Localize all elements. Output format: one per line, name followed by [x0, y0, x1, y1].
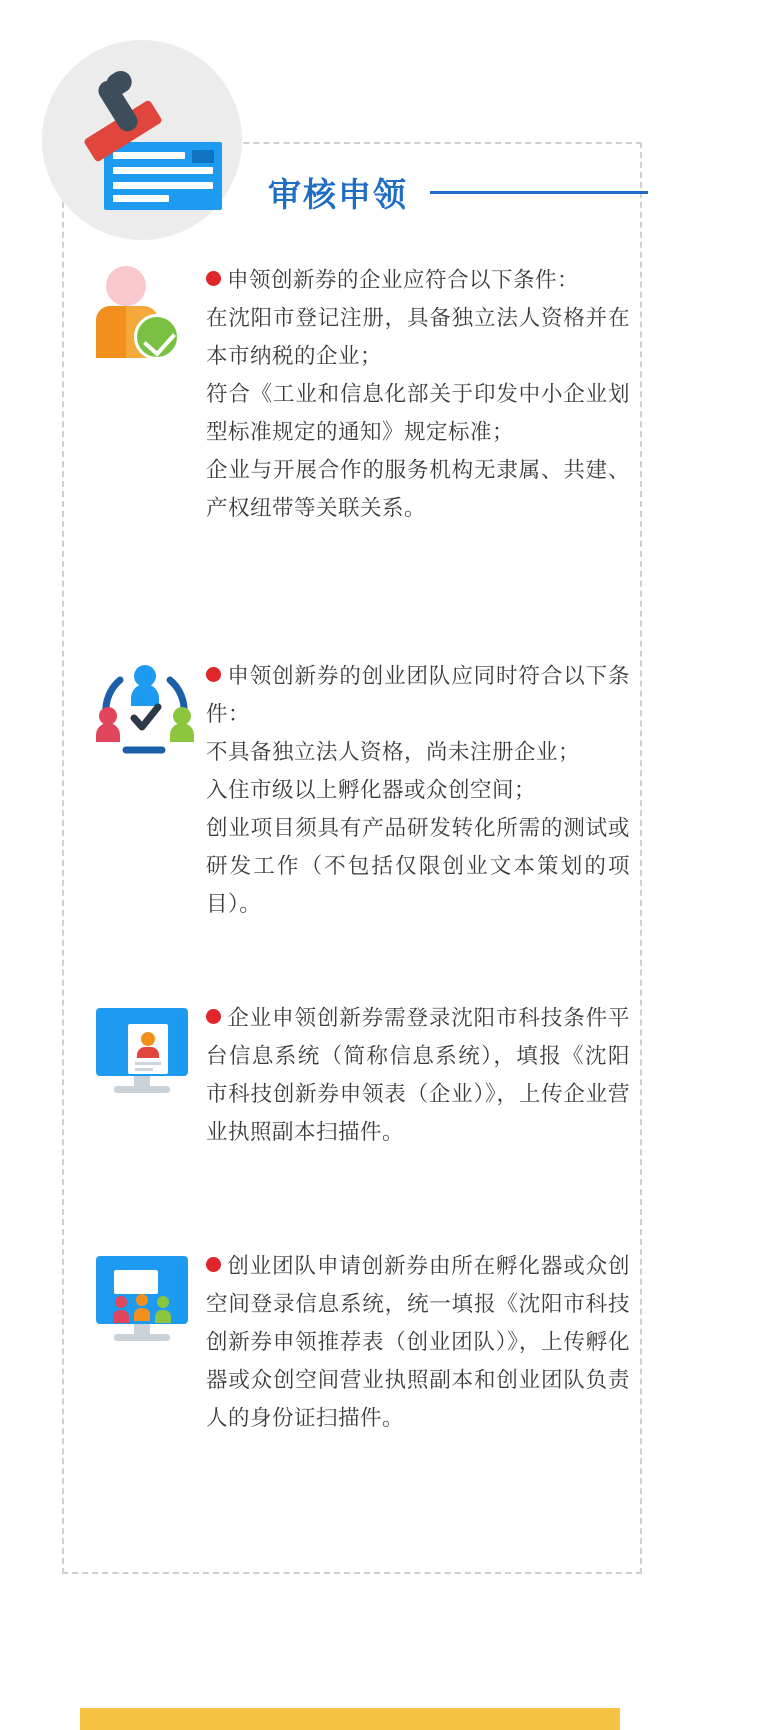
monitor-stand-neck	[134, 1324, 150, 1334]
paragraph	[206, 262, 630, 300]
document-shape	[128, 1024, 168, 1074]
section-heading	[268, 168, 648, 216]
card-line	[113, 182, 213, 189]
paragraph: 符合《工业和信息化部关于印发中小企业划型标准规定的通知》规定标准；	[206, 382, 630, 445]
paragraph: 创业项目须具有产品研发转化所需的测试或研发工作（不包括仅限创业文本策划的项目）。	[206, 816, 630, 917]
red-bullet-icon	[206, 667, 221, 682]
paragraph: 不具备独立法人资格，尚未注册企业；	[206, 740, 581, 765]
team-member-shape	[156, 1296, 170, 1323]
paragraph-text: 申领创新券的企业应符合以下条件：	[227, 268, 580, 293]
paragraph: 企业与开展合作的服务机构无隶属、共建、产权纽带等关联关系。	[206, 458, 630, 521]
bottom-accent-bar	[80, 1708, 620, 1730]
monitor-screen-shape	[96, 1008, 188, 1076]
document-avatar-body	[137, 1047, 159, 1058]
section-text-block	[200, 1000, 630, 1152]
content-section	[90, 1248, 630, 1438]
monitor-stand-neck	[134, 1076, 150, 1086]
document-line	[135, 1062, 161, 1065]
stamp-icon	[62, 70, 232, 210]
paragraph-text: 创业团队申请创新券由所在孵化器或众创空间登录信息系统，统一填报《沈阳市科技创新券申领推荐表（创业团队）》，上传孵化器或众创空间营业执照副本和创业团队负责人的身份证扫描件。	[206, 1254, 630, 1431]
section-text-block	[200, 658, 630, 924]
heading-divider-line	[430, 191, 648, 194]
red-bullet-icon	[206, 271, 221, 286]
paragraph-text: 企业申领创新券需登录沈阳市科技条件平台信息系统（简称信息系统），填报《沈阳市科技创新券申领表（企业）》，上传企业营业执照副本扫描件。	[206, 1006, 630, 1145]
page-title: 审核申领	[268, 174, 408, 214]
content-section	[90, 1000, 630, 1152]
presentation-board-shape	[114, 1270, 158, 1294]
card-chip	[192, 150, 214, 163]
monitor-stand-base	[114, 1334, 170, 1341]
team-group-icon	[90, 658, 200, 758]
paragraph: 入住市级以上孵化器或众创空间；	[206, 778, 537, 803]
card-line	[113, 167, 213, 174]
person-check-icon	[90, 262, 200, 362]
card-line	[113, 195, 169, 202]
monitor-team-icon	[90, 1248, 200, 1348]
paragraph	[206, 1248, 630, 1438]
content-section	[90, 658, 630, 924]
team-member-shape	[135, 1294, 149, 1321]
person-head-shape	[106, 266, 146, 306]
paragraph	[206, 1000, 630, 1152]
paragraph: 在沈阳市登记注册，具备独立法人资格并在本市纳税的企业；	[206, 306, 630, 369]
red-bullet-icon	[206, 1257, 221, 1272]
monitor-screen-shape	[96, 1256, 188, 1324]
check-badge-icon	[134, 314, 180, 360]
section-text-block	[200, 1248, 630, 1438]
card-line	[113, 152, 185, 159]
section-text-block	[200, 262, 630, 528]
team-member-shape	[114, 1296, 128, 1323]
document-avatar-head	[141, 1032, 155, 1046]
monitor-stand-base	[114, 1086, 170, 1093]
team-group-svg	[90, 658, 200, 768]
paragraph-text: 申领创新券的创业团队应同时符合以下条件：	[206, 664, 630, 727]
paragraph	[206, 658, 630, 734]
red-bullet-icon	[206, 1009, 221, 1024]
person-body-left-shape	[96, 306, 128, 358]
content-section	[90, 262, 630, 528]
stamp-card-shape	[104, 142, 222, 210]
document-line	[135, 1068, 153, 1071]
monitor-document-icon	[90, 1000, 200, 1100]
